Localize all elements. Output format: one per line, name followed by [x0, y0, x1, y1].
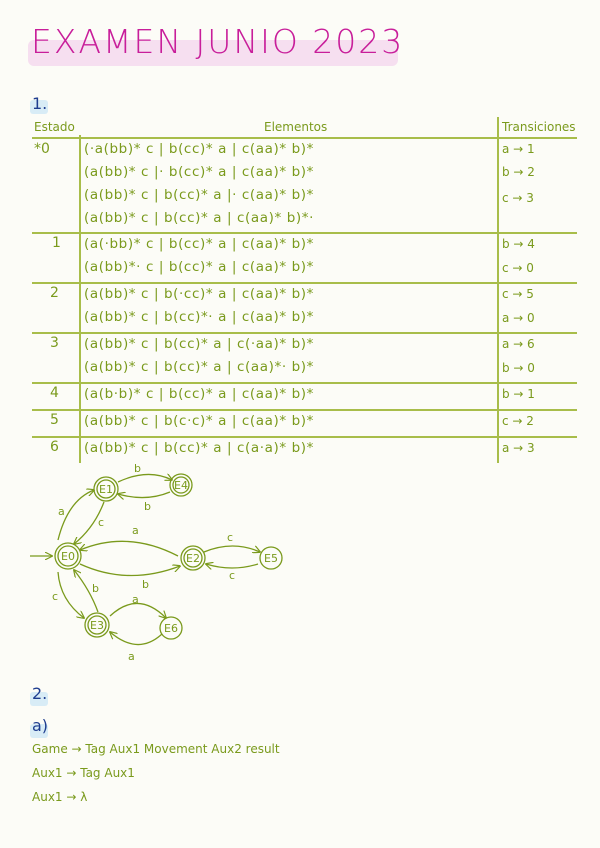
state-cell: 4	[50, 385, 59, 401]
edge-e1-e4	[118, 474, 172, 482]
element-cell: (a(bb)* c | b(·cc)* a | c(aa)* b)*	[84, 286, 315, 302]
edge-e5-e2	[206, 564, 258, 568]
subsection-a-heading: a)	[32, 716, 49, 735]
table-row	[32, 410, 577, 437]
state-node-e2	[181, 546, 205, 570]
element-cell: (·a(bb)* c | b(cc)* a | c(aa)* b)*	[84, 141, 315, 157]
transition-cell: a → 6	[502, 337, 535, 351]
state-label: E1	[99, 483, 113, 496]
section-2-heading: 2.	[32, 684, 48, 703]
state-cell: 3	[50, 335, 59, 351]
state-label: E5	[264, 552, 278, 565]
edge-label: c	[227, 531, 234, 544]
edge-label: a	[128, 650, 135, 663]
edge-e2-e0	[80, 541, 178, 556]
state-cell: 5	[50, 412, 59, 428]
edge-label: b	[142, 578, 149, 591]
state-node-e4	[170, 474, 192, 496]
state-label: E4	[174, 479, 188, 492]
state-cell: 1	[52, 235, 61, 251]
state-label: E0	[61, 550, 75, 563]
element-cell: (a(bb)* c | b(cc)* a | c(·aa)* b)*	[84, 336, 315, 352]
transition-cell: a → 3	[502, 441, 535, 455]
element-cell: (a(bb)* c | b(cc)* a | c(aa)* b)*·	[84, 210, 315, 226]
state-label: E6	[164, 622, 178, 635]
element-cell: (a(bb)* c |· b(cc)* a | c(aa)* b)*	[84, 164, 315, 180]
state-label: E2	[186, 552, 200, 565]
grammar-rule: Aux1 → Tag Aux1	[32, 766, 135, 780]
table-row	[32, 333, 577, 383]
transition-cell: b → 4	[502, 237, 535, 251]
grammar-rule: Aux1 → λ	[32, 790, 88, 804]
header-estado: Estado	[34, 120, 75, 134]
edge-label: b	[134, 462, 141, 475]
table-row	[32, 139, 577, 233]
element-cell: (a(bb)* c | b(c·c)* a | c(aa)* b)*	[84, 413, 315, 429]
edge-label: a	[132, 593, 139, 606]
element-cell: (a(bb)* c | b(cc)* a | c(aa)*· b)*	[84, 359, 315, 375]
table-row	[32, 233, 577, 283]
header-transiciones: Transiciones	[502, 120, 576, 134]
transition-cell: c → 2	[502, 414, 534, 428]
edge-e4-e1	[118, 492, 170, 498]
edge-label: c	[98, 516, 105, 529]
items-table	[32, 117, 577, 463]
transition-cell: a → 1	[502, 142, 535, 156]
transition-cell: b → 0	[502, 361, 535, 375]
automaton-diagram	[28, 460, 328, 670]
edge-label: c	[229, 569, 236, 582]
transition-cell: b → 1	[502, 387, 535, 401]
edge-label: b	[144, 500, 151, 513]
transition-cell: c → 5	[502, 287, 534, 301]
edge-label: a	[58, 505, 65, 518]
edge-label: a	[132, 524, 139, 537]
state-node-e3	[85, 613, 109, 637]
transition-cell: b → 2	[502, 165, 535, 179]
edge-label: c	[52, 590, 59, 603]
section-1-heading: 1.	[32, 94, 48, 113]
transition-cell: c → 3	[502, 191, 534, 205]
element-cell: (a(b·b)* c | b(cc)* a | c(aa)* b)*	[84, 386, 315, 402]
edge-e2-e5	[204, 546, 260, 552]
element-cell: (a(bb)* c | b(cc)*· a | c(aa)* b)*	[84, 309, 315, 325]
state-node-e5	[260, 547, 282, 569]
state-cell: *0	[34, 141, 50, 157]
edge-e6-e3	[110, 632, 162, 645]
edge-e0-e2	[80, 564, 180, 576]
table-row	[32, 283, 577, 333]
element-cell: (a(bb)*· c | b(cc)* a | c(aa)* b)*	[84, 259, 315, 275]
element-cell: (a(·bb)* c | b(cc)* a | c(aa)* b)*	[84, 236, 315, 252]
state-node-e0	[55, 543, 81, 569]
state-node-e1	[94, 477, 118, 501]
header-elementos: Elementos	[264, 120, 328, 134]
table-row	[32, 383, 577, 410]
state-node-e6	[160, 617, 182, 639]
state-cell: 2	[50, 285, 59, 301]
grammar-rule: Game → Tag Aux1 Movement Aux2 result	[32, 742, 280, 756]
transition-cell: a → 0	[502, 311, 535, 325]
table-header	[32, 117, 577, 139]
edge-label: b	[92, 582, 99, 595]
state-label: E3	[90, 619, 104, 632]
transition-cell: c → 0	[502, 261, 534, 275]
element-cell: (a(bb)* c | b(cc)* a |· c(aa)* b)*	[84, 187, 315, 203]
element-cell: (a(bb)* c | b(cc)* a | c(a·a)* b)*	[84, 440, 315, 456]
page-title: EXAMEN JUNIO 2023	[31, 22, 405, 61]
state-cell: 6	[50, 439, 59, 455]
